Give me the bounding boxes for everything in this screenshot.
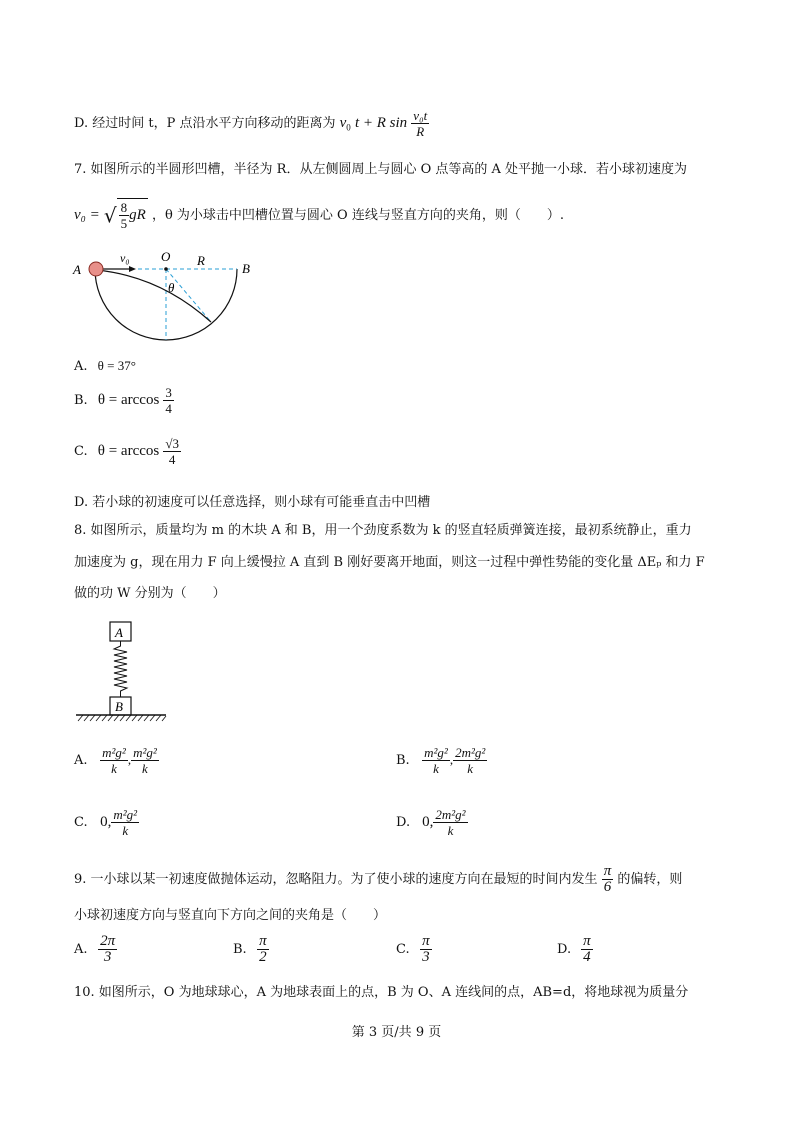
fraction-numerator: π (422, 933, 430, 949)
fraction-numerator: m²g² (113, 807, 138, 822)
option-label: D. (557, 942, 572, 957)
option-text: 经过时间 t，P 点沿水平方向移动的距离为 (92, 116, 336, 131)
label-B: B (242, 261, 250, 276)
q9-option-a (74, 934, 117, 965)
label-B: B (115, 699, 123, 714)
label-R: R (197, 253, 205, 268)
fraction-denominator: 3 (103, 949, 112, 965)
option-text: 若小球的初速度可以任意选择，则小球有可能垂直击中凹槽 (92, 495, 431, 510)
option-label: C. (74, 444, 88, 459)
option-label: B. (233, 942, 247, 957)
option-text: θ = arccos (97, 443, 160, 459)
q6-option-d (74, 108, 429, 139)
fraction-numerator: π (603, 863, 612, 879)
fraction-denominator: 5 (120, 216, 128, 231)
option-prefix: 0, (422, 814, 434, 830)
q7-option-a (74, 358, 136, 375)
label-A: A (73, 262, 81, 277)
q7-stem-line1: 7. 如图所示的半圆形凹槽，半径为 R．从左侧圆周上与圆心 O 点等高的 A 处平抛一小球．若小球初速度为 (74, 162, 688, 177)
formula-fraction (411, 108, 429, 139)
fraction-numerator: 2m²g² (435, 807, 466, 822)
stem-text-a: 9. 一小球以某一初速度做抛体运动，忽略阻力。为了使小球的速度方向在最短的时间内发生 (74, 872, 598, 887)
fraction-denominator: k (142, 761, 148, 776)
ground-hatch (78, 715, 166, 721)
option-label: A. (74, 942, 88, 957)
sqrt-body (117, 198, 148, 231)
q7-option-b (74, 385, 174, 416)
option-label: B. (74, 393, 88, 408)
fraction-denominator: R (416, 124, 425, 139)
fraction-denominator: k (447, 823, 454, 838)
fraction-numerator: 8 (120, 200, 128, 215)
formula-sub: 0 (346, 122, 351, 133)
fraction-denominator: k (111, 761, 117, 776)
fraction-denominator: k (433, 761, 439, 776)
stem-text-b: 的偏转，则 (617, 872, 683, 887)
fraction-numerator: 3 (165, 385, 172, 400)
q8-stem-line3: 做的功 W 分别为（ ） (74, 586, 226, 601)
page-footer: 第 3 页/共 9 页 (351, 1025, 442, 1040)
q7-stem-line2 (74, 198, 564, 231)
stem-rest: ，θ 为小球击中凹槽位置与圆心 O 连线与竖直方向的夹角，则（ ）. (151, 208, 564, 223)
option-label: A. (74, 753, 88, 768)
q8-stem-line2: 加速度为 g，现在用力 F 向上缓慢拉 A 直到 B 刚好要离开地面，则这一过程中弹性势能的变化量 ΔEₚ 和力 F (74, 555, 705, 570)
option-text: θ = arccos (97, 392, 160, 408)
fraction-numerator: √3 (165, 436, 179, 451)
label-O: O (161, 249, 171, 264)
velocity-arrowhead (129, 266, 136, 272)
spring (114, 641, 127, 697)
option-label: C. (396, 942, 410, 957)
q7-option-d (74, 495, 430, 511)
option-label: C. (74, 815, 88, 830)
ball (89, 262, 103, 276)
option-label: D. (74, 116, 89, 131)
q8-option-d (396, 807, 468, 838)
fraction-denominator: k (122, 823, 129, 838)
formula-rest: t + R sin (354, 115, 408, 131)
fraction-numerator: m²g² (102, 745, 126, 760)
fraction-denominator: 3 (422, 949, 430, 965)
q9-option-d (557, 934, 593, 965)
fraction-denominator: 4 (583, 949, 591, 965)
fraction-numerator: 2m²g² (455, 745, 486, 760)
option-text: θ = 37° (97, 358, 136, 373)
label-v0: v₀ (120, 251, 130, 265)
fraction-numerator: π (583, 933, 591, 949)
option-label: D. (74, 495, 89, 510)
v0-symbol: v₀ = (74, 207, 100, 223)
formula-v: v (339, 115, 347, 131)
option-label: D. (396, 815, 411, 830)
center-dot (164, 267, 168, 271)
fraction-numerator: m²g² (424, 745, 448, 760)
q8-option-a: A. $\frac{\text{m²g²}}{k}$ , $\frac{\text{m²g²}}{k}$ (74, 745, 157, 776)
q8-spring-figure (74, 618, 174, 722)
q8-option-c (74, 807, 139, 838)
option-label: B. (396, 753, 410, 768)
q8-option-b: B. $\frac{\text{m²g²}}{k}$ , $\frac{\text{2m²g²}}{k}$ (396, 745, 486, 776)
q9-stem-line2: 小球初速度方向与竖直向下方向之间的夹角是（ ） (74, 908, 387, 923)
fraction-denominator: 6 (603, 879, 612, 895)
label-theta: θ (168, 280, 175, 295)
fraction-denominator: 2 (259, 949, 267, 965)
q7-semicircle-figure (70, 246, 270, 346)
option-prefix: 0, (100, 814, 112, 830)
gR-symbol: gR (129, 207, 146, 223)
fraction-numerator: π (259, 933, 267, 949)
q10-stem-line1: 10. 如图所示，O 为地球球心，A 为地球表面上的点，B 为 O、A 连线间的点，AB=d，将地球视为质量分 (74, 985, 689, 1000)
q9-stem-line1 (74, 864, 682, 895)
fraction-numerator: 2π (100, 933, 116, 949)
fraction-numerator: v₀t (413, 108, 428, 123)
radius-dashed (166, 269, 211, 322)
sqrt-sign: √ (103, 203, 117, 228)
fraction-numerator: m²g² (133, 745, 157, 760)
label-A: A (115, 625, 123, 640)
q8-stem-line1: 8. 如图所示，质量均为 m 的木块 A 和 B，用一个劲度系数为 k 的竖直轻质弹簧连接，最初系统静止，重力 (74, 523, 692, 538)
q9-option-b (233, 934, 269, 965)
fraction-denominator: 4 (165, 401, 172, 416)
q7-option-c (74, 436, 181, 467)
fraction-denominator: k (467, 761, 474, 776)
option-label: A. (74, 359, 88, 374)
fraction-denominator: 4 (168, 452, 176, 467)
trajectory-curve (96, 270, 211, 322)
q9-option-c (396, 934, 432, 965)
